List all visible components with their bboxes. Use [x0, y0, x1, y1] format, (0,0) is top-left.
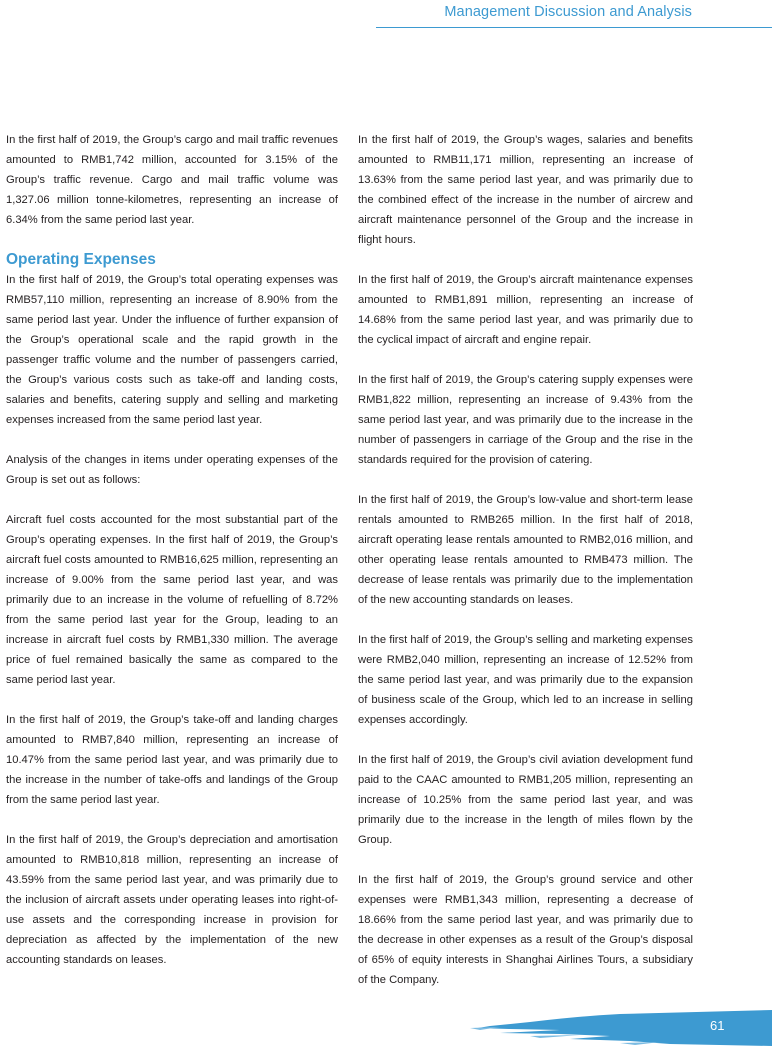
header-divider	[376, 27, 772, 28]
page-number: 61	[710, 1018, 725, 1033]
paragraph-aircraft-fuel: Aircraft fuel costs accounted for the most substantial part of the Group’s operating expenses. In the first half of 2019, the Group’s aircraft fuel costs amounted to RMB16,625 million, representing an increase of 9.00% from the same period last year, and was primarily due to an increase in the volume of refuelling of 8.72% from the same period last year for the Group, leading to an increase in aircraft fuel costs by RMB1,330 million. The average price of fuel remained basically the same as compared to the same period last year.	[6, 514, 338, 686]
page-header-title: Management Discussion and Analysis	[444, 4, 692, 20]
paragraph-analysis-intro: Analysis of the changes in items under operating expenses of the Group is set out as follows:	[6, 454, 338, 486]
paragraph-aircraft-maintenance: In the first half of 2019, the Group’s aircraft maintenance expenses amounted to RMB1,891 million, representing an increase of 14.68% from the same period last year, and was primarily due to the cyclical impact of aircraft and engine repair.	[358, 274, 693, 346]
paragraph-civil-aviation-fund: In the first half of 2019, the Group’s civil aviation development fund paid to the CAAC amounted to RMB1,205 million, representing an increase of 10.25% from the same period last year, and was primarily due to the increase in the length of miles flown by the Group.	[358, 754, 693, 846]
paragraph-take-off-landing: In the first half of 2019, the Group’s take-off and landing charges amounted to RMB7,840 million, representing an increase of 10.47% from the same period last year, and was primarily due to the increase in the number of take-offs and landings of the Group from the same period last year.	[6, 714, 338, 806]
section-heading: Operating Expenses	[6, 251, 156, 268]
paragraph-cargo-mail: In the first half of 2019, the Group’s cargo and mail traffic revenues amounted to RMB1,742 million, accounted for 3.15% of the Group’s traffic revenue. Cargo and mail traffic volume was 1,327.06 million tonne-kilometres, representing an increase of 6.34% from the same period last year.	[6, 134, 338, 226]
left-column	[6, 130, 338, 990]
footer-brush-stroke	[470, 1008, 772, 1048]
paragraph-depreciation: In the first half of 2019, the Group’s depreciation and amortisation amounted to RMB10,818 million, representing an increase of 43.59% from the same period last year, and was primarily due to the inclusion of aircraft assets under operating leases into right-of-use assets and the corresponding increase in provision for depreciation as affected by the implementation of the new accounting standards on leases.	[6, 834, 338, 966]
paragraph-lease-rentals: In the first half of 2019, the Group’s low-value and short-term lease rentals amounted to RMB265 million. In the first half of 2018, aircraft operating lease rentals amounted to RMB2,016 million, and other operating lease rentals amounted to RMB473 million. The decrease of lease rentals was primarily due to the implementation of the new accounting standards on leases.	[358, 494, 693, 606]
paragraph-ground-service: In the first half of 2019, the Group’s ground service and other expenses were RMB1,343 million, representing a decrease of 18.66% from the same period last year, and was primarily due to the decrease in other expenses as a result of the Group’s disposal of 65% of equity interests in Shanghai Airlines Tours, a subsidiary of the Company.	[358, 874, 693, 986]
paragraph-selling-marketing: In the first half of 2019, the Group’s selling and marketing expenses were RMB2,040 million, representing an increase of 12.52% from the same period last year, and was primarily due to the expansion of business scale of the Group, which led to an increase in selling expenses accordingly.	[358, 634, 693, 726]
paragraph-catering: In the first half of 2019, the Group’s catering supply expenses were RMB1,822 million, representing an increase of 9.43% from the same period last year, and was primarily due to the increase in the number of passengers in carriage of the Group and the rise in the standards required for the provision of catering.	[358, 374, 693, 466]
paragraph-wages-salaries: In the first half of 2019, the Group’s wages, salaries and benefits amounted to RMB11,171 million, representing an increase of 13.63% from the same period last year, and was primarily due to the combined effect of the increase in the number of aircrew and aircraft maintenance personnel of the Group and the increase in flight hours.	[358, 134, 693, 246]
paragraph-operating-expenses: In the first half of 2019, the Group’s total operating expenses was RMB57,110 million, representing an increase of 8.90% from the same period last year. Under the influence of further expansion of the Group’s operational scale and the rapid growth in the passenger traffic volume and the number of passengers carried, the Group’s various costs such as take-off and landing costs, salaries and benefits, catering supply and selling and marketing expenses increased from the same period last year.	[6, 274, 338, 426]
right-column	[358, 130, 693, 1010]
